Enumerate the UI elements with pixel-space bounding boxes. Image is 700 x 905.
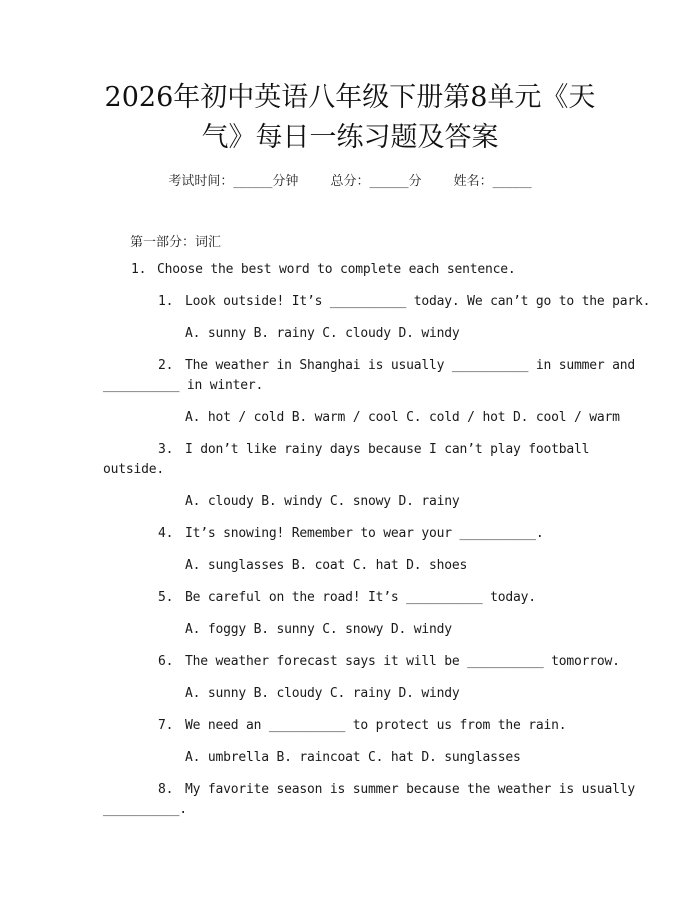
exam-score: 总分：______分 [330,174,422,189]
question-options: A. hot / cold B. warm / cool C. cold / hot D. cool / warm [185,410,620,425]
question-text: Be careful on the road! It’s __________ today. [185,590,536,605]
question-text-continued: __________. [103,802,187,817]
question-number: 2. [158,358,174,373]
exam-time: 考试时间：______分钟 [168,174,299,189]
question-text: We need an __________ to protect us from the rain. [185,718,567,733]
question-number: 6. [158,654,174,669]
question-number: 8. [158,782,174,797]
question-number: 5. [158,590,174,605]
question-number: 1. [158,294,174,309]
question-text: I don’t like rainy days because I can’t play football [185,442,590,457]
section-heading: 第一部分：词汇 [130,235,222,250]
page-title [40,78,660,158]
question-text: The weather forecast says it will be __________ tomorrow. [185,654,620,669]
question-number: 7. [158,718,174,733]
question-options: A. sunny B. cloudy C. rainy D. windy [185,686,460,701]
question-number: 4. [158,526,174,541]
question-text: My favorite season is summer because the weather is usually [185,782,635,797]
exam-meta [0,170,700,189]
question-options: A. umbrella B. raincoat C. hat D. sunglasses [185,750,521,765]
exam-name: 姓名：______ [453,174,532,189]
question-text: It’s snowing! Remember to wear your __________. [185,526,544,541]
title-line-2: 气》每日一练习题及答案 [201,122,499,153]
question-text-continued: outside. [103,462,165,477]
question-options: A. sunny B. rainy C. cloudy D. windy [185,326,460,341]
question-text: The weather in Shanghai is usually __________ in summer and [185,358,635,373]
title-line-1: 2026年初中英语八年级下册第8单元《天 [104,82,596,113]
question-number: 1. [131,262,147,277]
question-options: A. foggy B. sunny C. snowy D. windy [185,622,452,637]
question-options: A. sunglasses B. coat C. hat D. shoes [185,558,468,573]
question-instruction: Choose the best word to complete each sentence. [157,262,516,277]
question-text: Look outside! It’s __________ today. We can’t go to the park. [185,294,651,309]
question-text-continued: __________ in winter. [103,378,264,393]
question-number: 3. [158,442,174,457]
question-options: A. cloudy B. windy C. snowy D. rainy [185,494,460,509]
